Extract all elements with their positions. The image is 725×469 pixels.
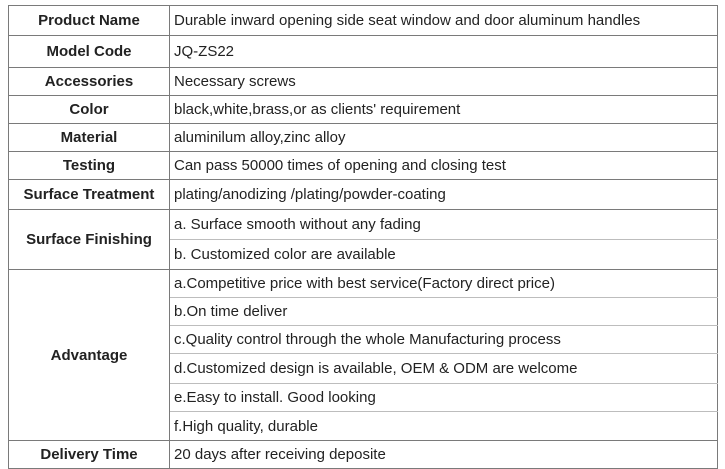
accessories-label: Accessories (9, 68, 170, 96)
advantage-item: b.On time deliver (170, 298, 718, 326)
surface-finishing-label: Surface Finishing (9, 210, 170, 270)
row-advantage (9, 270, 718, 298)
surface-finishing-item: a. Surface smooth without any fading (170, 210, 718, 240)
surface-treatment-label: Surface Treatment (9, 180, 170, 210)
advantage-label: Advantage (9, 270, 170, 441)
color-label: Color (9, 96, 170, 124)
row-delivery-time (9, 441, 718, 469)
product-spec-table (8, 5, 718, 469)
product-name-label: Product Name (9, 6, 170, 36)
material-label: Material (9, 124, 170, 152)
surface-treatment-value: plating/anodizing /plating/powder-coating (170, 180, 718, 210)
row-model-code (9, 36, 718, 68)
advantage-item: d.Customized design is available, OEM & ODM are welcome (170, 354, 718, 384)
delivery-time-value: 20 days after receiving deposite (170, 441, 718, 469)
advantage-item: f.High quality, durable (170, 412, 718, 441)
row-product-name (9, 6, 718, 36)
surface-finishing-item: b. Customized color are available (170, 240, 718, 270)
testing-value: Can pass 50000 times of opening and closing test (170, 152, 718, 180)
row-surface-finishing (9, 210, 718, 240)
delivery-time-label: Delivery Time (9, 441, 170, 469)
model-code-value: JQ-ZS22 (170, 36, 718, 68)
row-testing (9, 152, 718, 180)
advantage-item: a.Competitive price with best service(Factory direct price) (170, 270, 718, 298)
product-name-value: Durable inward opening side seat window and door aluminum handles (170, 6, 718, 36)
model-code-label: Model Code (9, 36, 170, 68)
advantage-item: c.Quality control through the whole Manufacturing process (170, 326, 718, 354)
row-color (9, 96, 718, 124)
material-value: aluminilum alloy,zinc alloy (170, 124, 718, 152)
accessories-value: Necessary screws (170, 68, 718, 96)
advantage-item: e.Easy to install. Good looking (170, 384, 718, 412)
row-surface-treatment (9, 180, 718, 210)
row-material (9, 124, 718, 152)
color-value: black,white,brass,or as clients' requirement (170, 96, 718, 124)
testing-label: Testing (9, 152, 170, 180)
row-accessories (9, 68, 718, 96)
